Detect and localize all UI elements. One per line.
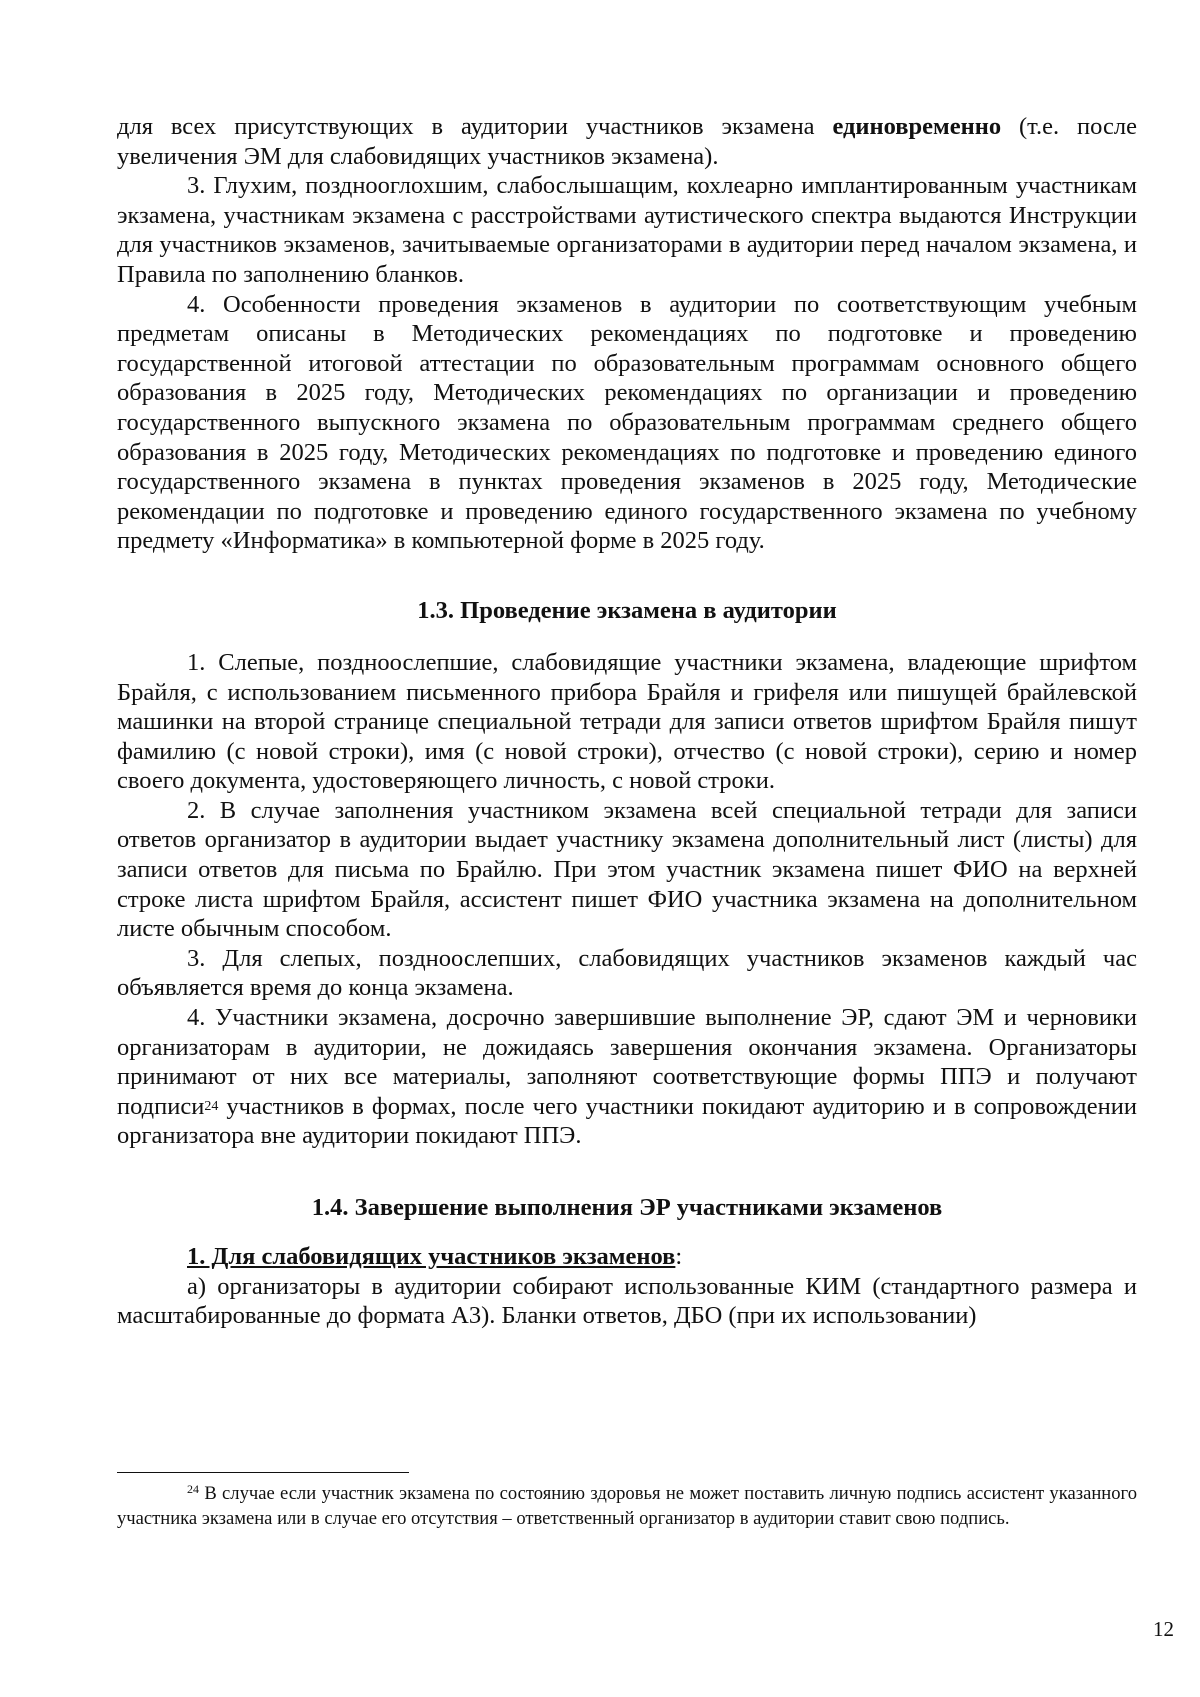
- bold-emphasis: единовременно: [832, 113, 1002, 140]
- paragraph-item-3: 3. Глухим, позднооглохшим, слабослышащим, кохлеарно имплантированным участникам экзамена, участникам экзамена с расстройствами аутистического спектра выдаются Инструкции для участников экзаменов, зачитываемые организаторами в аудитории перед началом экзамена, и Правила по заполнению бланков.: [117, 172, 1137, 288]
- list-title-line: 1. Для слабовидящих участников экзаменов:: [187, 1243, 683, 1270]
- continued-paragraph: для всех присутствующих в аудитории участников экзамена единовременно (т.е. после увеличения ЭМ для слабовидящих участников экзамена).: [117, 113, 1138, 170]
- section-heading-1-3: 1.3. Проведение экзамена в аудитории: [417, 596, 837, 624]
- section-heading-1-4: 1.4. Завершение выполнения ЭР участниками экзаменов: [311, 1194, 943, 1221]
- section-1-3-item-1: 1. Слепые, поздноослепшие, слабовидящие участники экзамена, владеющие шрифтом Брайля, с использованием письменного прибора Брайля и грифеля или пишущей брайлевской машинки на второй странице специальной тетради для записи ответов шрифтом Брайля пишут фамилию (с новой строки), имя (с новой строки), отчество (с новой строки), серию и номер своего документа, удостоверяющего личность, с новой строки.: [117, 648, 1137, 795]
- footnote: [117, 1482, 1137, 1531]
- paragraph-item-4: 4. Особенности проведения экзаменов в аудитории по соответствующим учебным предметам описаны в Методических рекомендациях по подготовке и проведению государственной итоговой аттестации по образовательным программам основного общего образования в 2025 году, Методических рекомендациях по организации и проведению государственного выпускного экзамена по образовательным программам среднего общего образования в 2025 году, Методических рекомендациях по подготовке и проведению единого государственного экзамена в пунктах проведения экзаменов в 2025 году, Методические рекомендации по подготовке и проведению единого государственного экзамена по учебному предмету «Информатика» в компьютерной форме в 2025 году.: [117, 290, 1137, 555]
- section-1-3-item-4: 4. Участники экзамена, досрочно завершившие выполнение ЭР, сдают ЭМ и черновики организаторам в аудитории, не дожидаясь завершения окончания экзамена. Организаторы принимают от них все материалы, заполняют соответствующие формы ППЭ и получают подписи$^{24}$ участников в формах, после чего участники покидают аудиторию и в сопровождении организатора вне аудитории покидают ППЭ.: [117, 1004, 1137, 1150]
- footnote-separator: [117, 1472, 409, 1473]
- page-number: 12: [1153, 1617, 1174, 1641]
- section-1-3-item-3: 3. Для слепых, поздноослепших, слабовидящих участников экзаменов каждый час объявляется время до конца экзамена.: [117, 944, 1137, 1002]
- document-body: [117, 112, 1137, 1331]
- section-1-3-item-2: 2. В случае заполнения участником экзамена всей специальной тетради для записи ответов организатор в аудитории выдает участнику экзамена дополнительный лист (листы) для записи ответов для письма по Брайлю. При этом участник экзамена пишет ФИО на верхней строке листа шрифтом Брайля, ассистент пишет ФИО участника экзамена на дополнительном листе обычным способом.: [117, 796, 1137, 943]
- footnote-number: 24: [187, 1482, 199, 1496]
- section-1-4-item-a: а) организаторы в аудитории собирают использованные КИМ (стандартного размера и масштабированные до формата А3). Бланки ответов, ДБО (при их использовании): [117, 1272, 1137, 1330]
- footnote-text: В случае если участник экзамена по состоянию здоровья не может поставить личную подпись ассистент указанного участника экзамена или в случае его отсутствия – ответственный организатор в аудитории ставит свою подпись.: [117, 1483, 1137, 1529]
- list-title: 1. Для слабовидящих участников экзаменов: [187, 1243, 676, 1270]
- footnote-reference[interactable]: 24: [204, 1098, 219, 1114]
